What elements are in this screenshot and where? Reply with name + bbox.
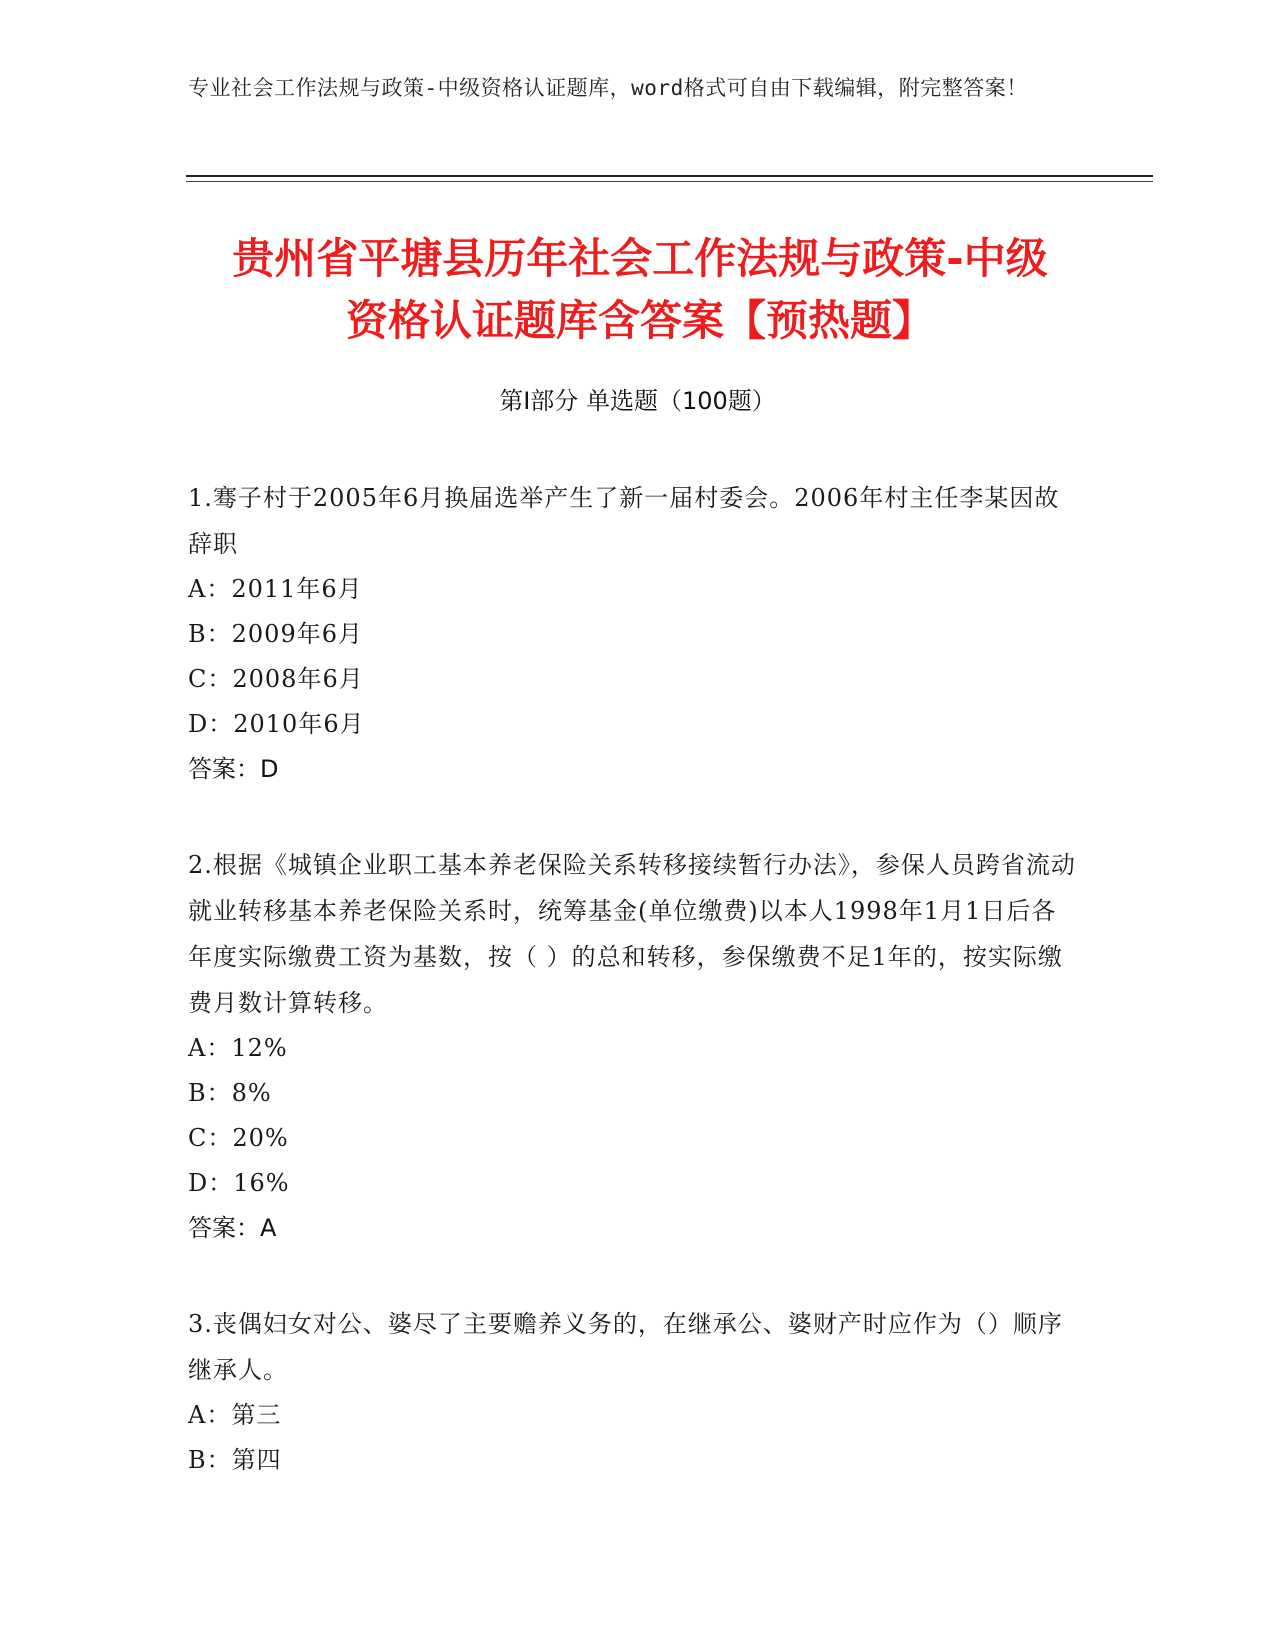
header-note: 专业社会工作法规与政策-中级资格认证题库，word格式可自由下载编辑，附完整答案！ <box>188 76 1028 100</box>
question-text: 1.骞子村于2005年6月换届选举产生了新一届村委会。2006年村主任李某因故辞职 <box>188 484 1060 558</box>
title-line-1: 贵州省平塘县历年社会工作法规与政策-中级 <box>232 234 1048 283</box>
option-d: D：2010年6月 <box>188 710 365 738</box>
question-text: 2.根据《城镇企业职工基本养老保险关系转移接续暂行办法》，参保人员跨省流动就业转移基本养老保险关系时，统筹基金(单位缴费)以本人1998年1月1日后各年度实际缴费工资为基数，按（ ）的总和转移，参保缴费不足1年的，按实际缴费月数计算转移。 <box>188 851 1076 1017</box>
option-a: A：2011年6月 <box>188 575 363 603</box>
option-c: C：2008年6月 <box>188 665 364 693</box>
question-text: 3.丧偶妇女对公、婆尽了主要赡养义务的，在继承公、婆财产时应作为（）顺序继承人。 <box>188 1310 1063 1384</box>
header-rule-thin <box>186 181 1153 182</box>
option-a: A：第三 <box>188 1401 282 1429</box>
option-b: B：2009年6月 <box>188 620 363 648</box>
header-rule-thick <box>186 175 1153 177</box>
question-2 <box>188 842 1078 1251</box>
answer: 答案：A <box>188 1214 277 1242</box>
question-list <box>188 475 1078 1533</box>
option-b: B：8% <box>188 1079 272 1107</box>
option-b: B：第四 <box>188 1446 282 1474</box>
section-heading: 第Ⅰ部分 单选题（100题） <box>499 387 776 415</box>
option-d: D：16% <box>188 1169 290 1197</box>
title-line-2: 资格认证题库含答案【预热题】 <box>345 296 934 345</box>
option-a: A：12% <box>188 1034 288 1062</box>
question-3 <box>188 1301 1078 1483</box>
answer: 答案：D <box>188 755 279 783</box>
question-1 <box>188 475 1078 792</box>
option-c: C：20% <box>188 1124 289 1152</box>
document-title <box>150 228 1130 352</box>
